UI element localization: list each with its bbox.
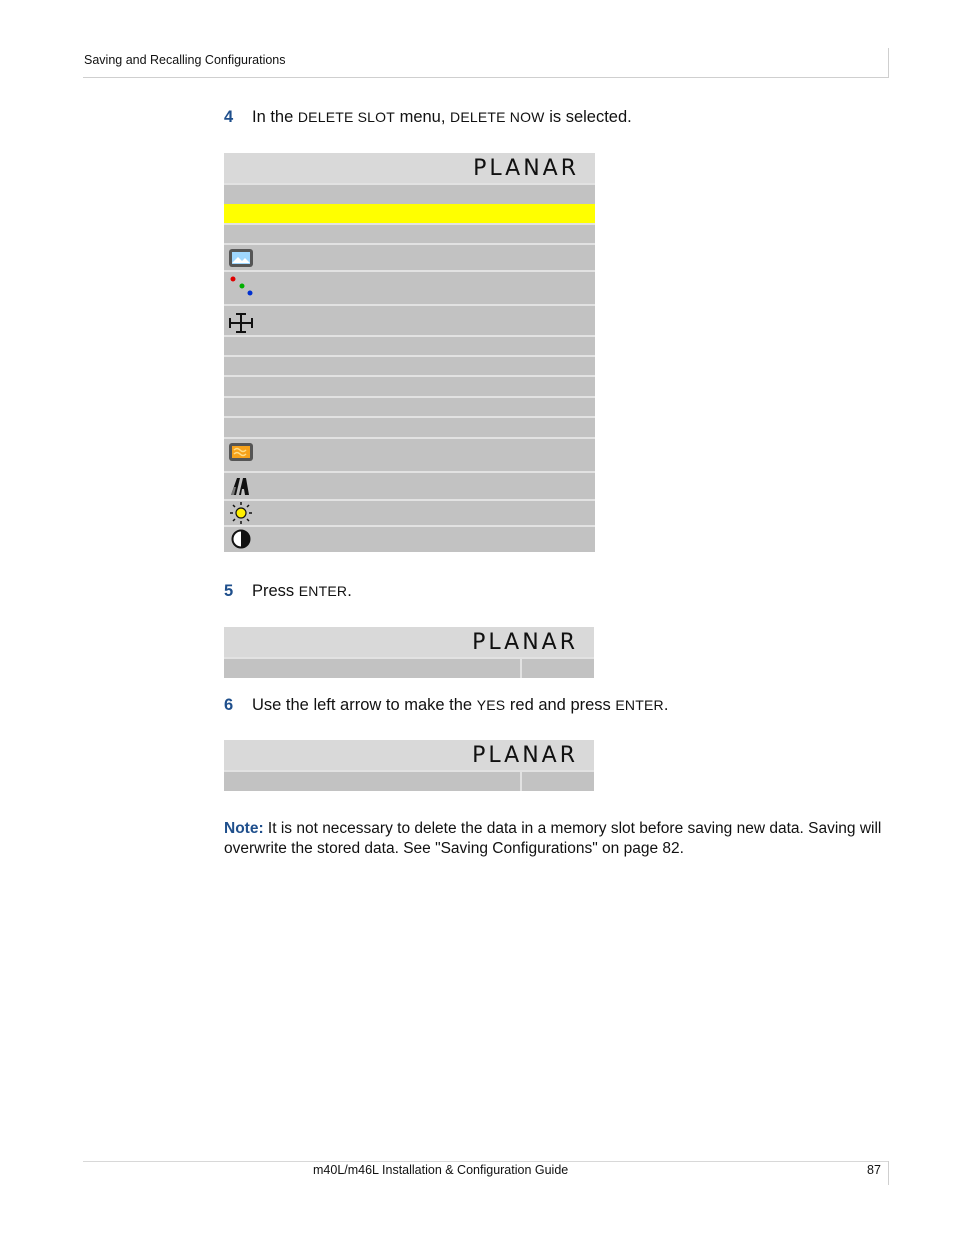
step-text: is selected. xyxy=(544,108,632,126)
footer-divider xyxy=(83,1161,889,1162)
osd-row-divider xyxy=(224,223,595,225)
osd-row-divider xyxy=(224,335,595,337)
header-section-title: Saving and Recalling Configurations xyxy=(84,53,286,67)
header-vertical-divider xyxy=(888,48,889,78)
step-text: menu, xyxy=(395,108,451,126)
osd-row-divider xyxy=(224,416,595,418)
osd-row-divider xyxy=(224,657,594,659)
planar-logo: PLANAR xyxy=(472,630,578,655)
geometry-icon xyxy=(228,312,254,334)
osd-row-divider xyxy=(224,375,595,377)
sharpness-icon xyxy=(228,475,254,497)
step-text: . xyxy=(347,582,352,600)
brightness-icon xyxy=(228,502,254,524)
footer-guide-title: m40L/m46L Installation & Configuration Guide xyxy=(313,1163,569,1177)
option-name-yes: YES xyxy=(476,697,506,713)
note-paragraph xyxy=(224,819,884,859)
step-text: In the xyxy=(252,108,298,126)
osd-row-divider xyxy=(224,471,595,473)
step-number: 5 xyxy=(224,582,234,600)
osd-confirm-dialog xyxy=(224,627,594,678)
step-5 xyxy=(224,582,352,601)
osd-row-divider xyxy=(224,499,595,501)
osd-row-divider xyxy=(224,243,595,245)
osd-selected-row xyxy=(224,204,595,223)
osd-title-bar xyxy=(224,740,594,770)
osd-row-divider xyxy=(224,770,594,772)
step-number: 6 xyxy=(224,696,234,714)
osd-title-bar xyxy=(224,627,594,657)
step-text: red and press xyxy=(505,696,616,714)
osd-row-divider xyxy=(224,437,595,439)
planar-logo: PLANAR xyxy=(472,743,578,768)
step-6 xyxy=(224,696,668,715)
key-name-enter: ENTER xyxy=(615,697,664,713)
osd-row-divider xyxy=(224,525,595,527)
osd-row-divider xyxy=(224,183,595,185)
contrast-icon xyxy=(228,528,254,550)
osd-confirm-dialog-yes xyxy=(224,740,594,791)
osd-row-divider xyxy=(224,270,595,272)
planar-logo: PLANAR xyxy=(473,156,579,181)
header-divider xyxy=(83,77,889,78)
step-4 xyxy=(224,108,632,127)
footer-vertical-divider xyxy=(888,1161,889,1185)
menu-item-delete-now: DELETE NOW xyxy=(450,109,545,125)
image-icon xyxy=(228,441,254,463)
osd-title-bar xyxy=(224,153,595,183)
picture-icon xyxy=(228,247,254,269)
step-number: 4 xyxy=(224,108,234,126)
osd-column-divider xyxy=(520,659,522,678)
osd-row-divider xyxy=(224,355,595,357)
menu-name-delete-slot: DELETE SLOT xyxy=(297,109,395,125)
step-text: . xyxy=(663,696,669,714)
osd-row-divider xyxy=(224,396,595,398)
footer-page-number: 87 xyxy=(867,1163,881,1177)
osd-column-divider xyxy=(520,772,522,791)
step-text: Use the left arrow to make the xyxy=(252,696,477,714)
note-text: It is not necessary to delete the data in a memory slot before saving new data. Saving will overwrite the stored data. See "Saving Configurations" on page 82. xyxy=(224,820,882,857)
step-text: Press xyxy=(252,582,299,600)
osd-row-divider xyxy=(224,304,595,306)
color-dots-icon xyxy=(228,275,254,297)
note-label: Note: xyxy=(224,820,264,837)
key-name-enter: ENTER xyxy=(298,583,348,599)
osd-delete-slot-menu xyxy=(224,153,595,552)
